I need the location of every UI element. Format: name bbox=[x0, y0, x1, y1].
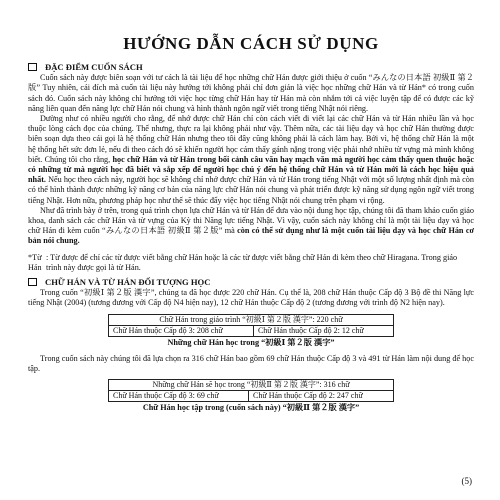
paragraph bbox=[28, 114, 474, 206]
kanji-table-level1 bbox=[108, 314, 394, 337]
table-cell: Chữ Hán trong giáo trình “初級Ⅰ 第２版 漢字”: 220 chữ bbox=[109, 314, 394, 325]
page-number: (5) bbox=[461, 475, 472, 486]
paragraph-text: Dường như có nhiều người cho rằng, để nhớ được chữ Hán chỉ còn cách viết đi viết lại các chữ Hán và từ Hán nhiều lần và học thuộc lòng cách đọc của chúng. Thế nhưng, thực ra lại không phải như vậy. Thêm nữa, các tài liệu dạy và học chữ Hán thường được biên soạn dựa theo cái gọi là hệ thống chữ Hán nhưng theo tôi đây cũng không phải là cách làm hay. Bởi vì, hệ thống chữ Hán là một hệ thống hết sức đơn lẻ, nếu đi theo cách đó sẽ khiến người học cảm thấy gánh nặng trong việc phải nhớ nhiều từ vựng mà mình không biết. Chúng tôi cho rằng, bbox=[28, 114, 474, 164]
checkbox-icon bbox=[28, 278, 37, 286]
section-heading-label: CHỮ HÁN VÀ TỪ HÁN ĐỐI TƯỢNG HỌC bbox=[45, 277, 211, 288]
paragraph: Trong cuốn “初級Ⅰ 第２版 漢字”, chúng ta đã học được 220 chữ Hán. Cụ thể là, 208 chữ Hán thuộc Cấp độ 3 Bộ đề thi Năng lực tiếng Nhật (2004) (tương đương với Cấp độ N4 hiện nay), 12 chữ Hán thuộc Cấp độ 2 (tương đương với trình độ N2 hiện nay). bbox=[28, 288, 474, 308]
section-heading-label: ĐẶC ĐIỂM CUỐN SÁCH bbox=[45, 62, 143, 72]
emphasis-text: còn có thể sử dụng như là một cuốn tài liệu dạy và học chữ Hán cơ bản nói chung. bbox=[28, 226, 475, 246]
table-caption: Chữ Hán học tập trong (cuốn sách này) “初級Ⅱ 第２版 漢字” bbox=[142, 403, 360, 413]
paragraph-text: Như đã trình bày ở trên, trong quá trình chọn lựa chữ Hán và từ Hán để đưa vào nội dung học tập, chúng tôi đã tham khảo cuốn giáo khoa, danh sách các chữ Hán và từ vựng của Kỳ thi Năng lực tiếng Nhật. Vì vậy, cuốn sách này không chỉ là một tài liệu dạy và học chữ Hán đi kèm cuốn “みんなの日本語 初級Ⅱ 第２版” mà bbox=[28, 205, 474, 236]
paragraph bbox=[28, 206, 474, 247]
table-cell: Chữ Hán thuộc Cấp độ 3: 69 chữ bbox=[109, 391, 249, 402]
checkbox-icon bbox=[28, 63, 37, 71]
footnote-mark-text: *Từ Hán bbox=[28, 252, 42, 272]
page-title: HƯỚNG DẪN CÁCH SỬ DỤNG bbox=[123, 34, 379, 53]
footnote-mark bbox=[28, 253, 46, 273]
section-heading-features bbox=[28, 62, 474, 72]
table-cell: Chữ Hán thuộc Cấp độ 2: 247 chữ bbox=[249, 391, 394, 402]
paragraph: Trong cuốn sách này chúng tôi đã lựa chọn ra 316 chữ Hán bao gồm 69 chữ Hán thuộc Cấp độ 3 và 491 từ Hán làm nội dung để học tập. bbox=[28, 353, 474, 374]
table-cell: Những chữ Hán sẽ học trong “初級Ⅱ 第２版 漢字”: 316 chữ bbox=[109, 380, 394, 391]
kanji-table-level2 bbox=[108, 379, 394, 402]
paragraph-text: Nếu học theo cách này, người học sẽ không chỉ nhớ được chữ Hán và từ Hán trong tiếng Nhật với một số lượng nhất định mà còn có thể hình thành được những kỹ năng cơ bản của năng lực chữ Hán nói chung và phát triển được kỹ năng sử dụng ngôn ngữ viết trong tiếng Nhật. Hơn nữa, phương pháp học như thế sẽ thúc đẩy việc học tiếng Nhật nói chung trên phạm vi rộng. bbox=[28, 175, 474, 205]
emphasis-text: học chữ Hán và từ Hán trong bối cảnh câu văn hay mạch văn mà người học cảm thấy quen thuộc hoặc có những từ mà người học đã biết và sắp xếp để người học chú ý đến hệ thống chữ Hán và từ Hán mới là cách học hiệu quả nhất. bbox=[28, 154, 474, 185]
footnote-text: : Từ được để chỉ các từ được viết bằng chữ Hán hoặc là các từ được viết bằng chữ Hán đi kèm theo chữ Hiragana. Trong giáo trình này được gọi là từ Hán. bbox=[46, 252, 458, 272]
footnote bbox=[28, 253, 474, 273]
paragraph: Cuốn sách này được biên soạn với tư cách là tài liệu để học những chữ Hán được giới thiệu ở cuốn “みんなの日本語 初級Ⅱ 第２版” Tuy nhiên, cái đích mà cuốn tài liệu này hướng tới không phải chỉ đơn giản là việc học những chữ Hán và từ Hán* có trong cuốn sách đó. Cuốn sách này không chỉ hướng tới việc học từng chữ Hán hay từ Hán mà còn nhắm tới cả việc luyện tập để có được các kỹ năng liên quan đến năng lực chữ Hán nói chung và hình thành ngôn ngữ viết trong tiếng Nhật nói riêng. bbox=[28, 73, 474, 113]
table-caption: Những chữ Hán học trong “初級Ⅰ 第２版 漢字” bbox=[167, 337, 335, 347]
section-heading-target bbox=[28, 277, 474, 287]
table-cell: Chữ Hán thuộc Cấp độ 3: 208 chữ bbox=[109, 325, 254, 336]
table-cell: Chữ Hán thuộc Cấp độ 2: 12 chữ bbox=[253, 325, 393, 336]
